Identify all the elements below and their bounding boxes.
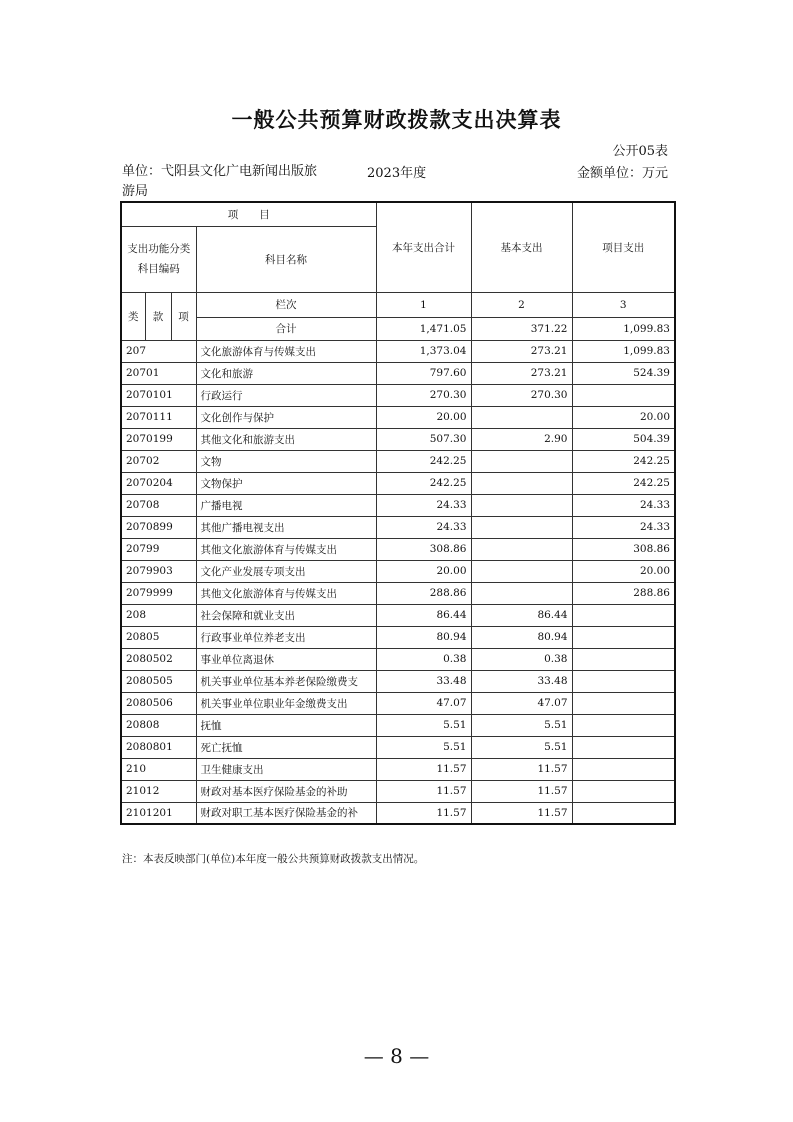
row-code: 20799 — [121, 538, 196, 560]
row-project: 24.33 — [572, 494, 675, 516]
row-code: 20808 — [121, 714, 196, 736]
row-total: 507.30 — [376, 428, 471, 450]
row-code: 2070199 — [121, 428, 196, 450]
header-num-3: 3 — [572, 292, 675, 317]
header-lanci: 栏次 — [196, 292, 376, 317]
row-basic: 5.51 — [471, 714, 572, 736]
row-basic: 270.30 — [471, 384, 572, 406]
row-name: 文物 — [196, 450, 376, 472]
row-code: 2080505 — [121, 670, 196, 692]
row-basic — [471, 450, 572, 472]
total-value-basic: 371.22 — [471, 317, 572, 340]
row-code: 208 — [121, 604, 196, 626]
row-project: 524.39 — [572, 362, 675, 384]
row-basic — [471, 560, 572, 582]
table-row — [121, 472, 675, 494]
row-total: 80.94 — [376, 626, 471, 648]
row-code: 2079903 — [121, 560, 196, 582]
fiscal-year: 2023年度 — [367, 166, 427, 181]
unit-line-1: 单位：弋阳县文化广电新闻出版旅 — [122, 164, 318, 179]
row-code: 2080801 — [121, 736, 196, 758]
table-row — [121, 802, 675, 824]
row-total: 797.60 — [376, 362, 471, 384]
header-code-label: 支出功能分类科目编码 — [121, 226, 196, 292]
row-basic — [471, 406, 572, 428]
header-row-project — [121, 202, 675, 226]
table-row — [121, 560, 675, 582]
row-basic: 273.21 — [471, 340, 572, 362]
row-project: 20.00 — [572, 560, 675, 582]
row-code: 21012 — [121, 780, 196, 802]
row-name: 其他广播电视支出 — [196, 516, 376, 538]
header-num-2: 2 — [471, 292, 572, 317]
row-code: 20701 — [121, 362, 196, 384]
row-project — [572, 648, 675, 670]
row-total: 5.51 — [376, 714, 471, 736]
row-project: 20.00 — [572, 406, 675, 428]
row-name: 文化旅游体育与传媒支出 — [196, 340, 376, 362]
row-total: 11.57 — [376, 802, 471, 824]
row-project — [572, 604, 675, 626]
row-total: 33.48 — [376, 670, 471, 692]
footnote: 注：本表反映部门(单位)本年度一般公共预算财政拨款支出情况。 — [122, 853, 425, 865]
row-project: 504.39 — [572, 428, 675, 450]
row-name: 行政事业单位养老支出 — [196, 626, 376, 648]
row-total: 270.30 — [376, 384, 471, 406]
header-col-total: 本年支出合计 — [376, 202, 471, 292]
table-row — [121, 406, 675, 428]
header-name-label: 科目名称 — [196, 226, 376, 292]
document-title: 一般公共预算财政拨款支出决算表 — [231, 108, 562, 132]
row-name: 其他文化旅游体育与传媒支出 — [196, 538, 376, 560]
row-name: 机关事业单位基本养老保险缴费支 — [196, 670, 376, 692]
row-total: 24.33 — [376, 494, 471, 516]
row-basic: 11.57 — [471, 780, 572, 802]
row-project: 308.86 — [572, 538, 675, 560]
row-total: 11.57 — [376, 780, 471, 802]
row-code: 2070899 — [121, 516, 196, 538]
row-code: 210 — [121, 758, 196, 780]
table-row — [121, 494, 675, 516]
row-name: 机关事业单位职业年金缴费支出 — [196, 692, 376, 714]
row-project — [572, 736, 675, 758]
row-name: 社会保障和就业支出 — [196, 604, 376, 626]
row-project — [572, 626, 675, 648]
row-basic — [471, 494, 572, 516]
row-name: 行政运行 — [196, 384, 376, 406]
table-row — [121, 604, 675, 626]
table-row — [121, 670, 675, 692]
row-name: 抚恤 — [196, 714, 376, 736]
header-lei: 类 — [121, 292, 145, 340]
header-project: 项 目 — [121, 202, 376, 226]
row-project — [572, 670, 675, 692]
row-project — [572, 714, 675, 736]
table-row — [121, 626, 675, 648]
table-row — [121, 692, 675, 714]
row-name: 文化和旅游 — [196, 362, 376, 384]
row-basic: 86.44 — [471, 604, 572, 626]
row-total: 1,373.04 — [376, 340, 471, 362]
table-row — [121, 736, 675, 758]
total-value-total: 1,471.05 — [376, 317, 471, 340]
row-project — [572, 780, 675, 802]
row-basic: 47.07 — [471, 692, 572, 714]
table-row — [121, 384, 675, 406]
table-row — [121, 428, 675, 450]
row-total: 47.07 — [376, 692, 471, 714]
amount-unit: 金额单位：万元 — [576, 166, 668, 181]
row-basic: 273.21 — [471, 362, 572, 384]
unit-line-2: 游局 — [122, 184, 149, 199]
row-basic: 0.38 — [471, 648, 572, 670]
row-basic — [471, 538, 572, 560]
row-total: 20.00 — [376, 406, 471, 428]
row-basic: 2.90 — [471, 428, 572, 450]
row-name: 文物保护 — [196, 472, 376, 494]
row-project — [572, 692, 675, 714]
row-code: 2080502 — [121, 648, 196, 670]
row-total: 242.25 — [376, 450, 471, 472]
row-total: 288.86 — [376, 582, 471, 604]
row-name: 死亡抚恤 — [196, 736, 376, 758]
row-project: 242.25 — [572, 472, 675, 494]
row-project — [572, 758, 675, 780]
row-project: 24.33 — [572, 516, 675, 538]
row-total: 5.51 — [376, 736, 471, 758]
row-basic — [471, 582, 572, 604]
row-project: 1,099.83 — [572, 340, 675, 362]
total-label: 合计 — [196, 317, 376, 340]
header-row-lanci — [121, 292, 675, 317]
row-name: 其他文化旅游体育与传媒支出 — [196, 582, 376, 604]
row-basic: 33.48 — [471, 670, 572, 692]
table-row — [121, 758, 675, 780]
table-row — [121, 780, 675, 802]
row-code: 20708 — [121, 494, 196, 516]
row-code: 2070204 — [121, 472, 196, 494]
table-row — [121, 450, 675, 472]
total-value-project: 1,099.83 — [572, 317, 675, 340]
expenditure-table — [120, 201, 676, 825]
table-row — [121, 648, 675, 670]
row-project: 288.86 — [572, 582, 675, 604]
table-row — [121, 340, 675, 362]
row-name: 财政对基本医疗保险基金的补助 — [196, 780, 376, 802]
row-project — [572, 802, 675, 824]
row-total: 11.57 — [376, 758, 471, 780]
unit-label — [122, 162, 317, 202]
row-basic: 11.57 — [471, 758, 572, 780]
row-total: 0.38 — [376, 648, 471, 670]
row-code: 2070111 — [121, 406, 196, 428]
row-project: 242.25 — [572, 450, 675, 472]
header-xiang: 项 — [171, 292, 196, 340]
row-name: 文化产业发展专项支出 — [196, 560, 376, 582]
row-code: 2079999 — [121, 582, 196, 604]
row-total: 24.33 — [376, 516, 471, 538]
row-code: 207 — [121, 340, 196, 362]
row-basic: 5.51 — [471, 736, 572, 758]
row-name: 广播电视 — [196, 494, 376, 516]
row-basic: 80.94 — [471, 626, 572, 648]
row-total: 242.25 — [376, 472, 471, 494]
table-row — [121, 362, 675, 384]
row-code: 2070101 — [121, 384, 196, 406]
row-name: 其他文化和旅游支出 — [196, 428, 376, 450]
row-total: 308.86 — [376, 538, 471, 560]
row-code: 20805 — [121, 626, 196, 648]
row-basic — [471, 516, 572, 538]
row-project — [572, 384, 675, 406]
header-num-1: 1 — [376, 292, 471, 317]
row-name: 卫生健康支出 — [196, 758, 376, 780]
total-row — [121, 317, 675, 340]
row-code: 2080506 — [121, 692, 196, 714]
header-col-project: 项目支出 — [572, 202, 675, 292]
row-basic — [471, 472, 572, 494]
header-col-basic: 基本支出 — [471, 202, 572, 292]
table-row — [121, 516, 675, 538]
row-code: 20702 — [121, 450, 196, 472]
page-number: — 8 — — [363, 1044, 430, 1068]
row-code: 2101201 — [121, 802, 196, 824]
table-row — [121, 582, 675, 604]
table-row — [121, 538, 675, 560]
table-number: 公开05表 — [612, 144, 668, 159]
row-total: 20.00 — [376, 560, 471, 582]
table-row — [121, 714, 675, 736]
row-name: 文化创作与保护 — [196, 406, 376, 428]
row-name: 事业单位离退休 — [196, 648, 376, 670]
row-name: 财政对职工基本医疗保险基金的补 — [196, 802, 376, 824]
header-kuan: 款 — [145, 292, 171, 340]
row-basic: 11.57 — [471, 802, 572, 824]
row-total: 86.44 — [376, 604, 471, 626]
